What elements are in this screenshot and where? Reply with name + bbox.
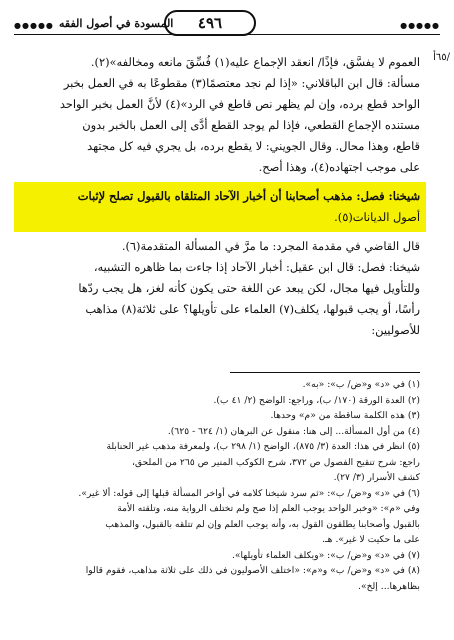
footnote-separator xyxy=(230,372,420,373)
text-line: مسألة: قال ابن الباقلاني: «إذا لم نجد معتصمًا(٣) مقطوعًا به في العمل بخبر xyxy=(63,76,420,90)
highlight-line: أصول الديانات(٥). xyxy=(334,210,420,224)
footnote-line: وفي «م»: «وخبر الواحد يوجب العلم إذا صح ولم تختلف الرواية منه، وتلقته الأمة xyxy=(117,503,420,514)
header-dots-left: ●●●●● xyxy=(14,21,54,30)
footnote-line: بظاهرها... إلخ». xyxy=(358,580,420,592)
page-header xyxy=(14,8,440,42)
footnote-line: (٢) العدة الورقة (١٧٠/ ب)، وراجع: الواضح (٢/ ٤١ ب). xyxy=(213,394,420,406)
footnote-line: (٧) في «د» و«ض/ ب»: «ويكلف العلماء تأويلها». xyxy=(231,549,420,561)
footnote-line: (١) في «د» و«ض/ ب»: «به». xyxy=(302,379,420,390)
header-dots-right: ●●●●● xyxy=(400,21,440,30)
footnote-line: (٥) انظر في هذا: العدة (٣/ ٨٧٥)، الواضح (١/ ٢٩٨ ب)، ولمعرفة مذهب غير الحنابلة xyxy=(106,441,420,452)
footnote-line: (٨) في «د» و«ض/ ب» و«م»: «اختلف الأصوليون في ذلك على ثلاثة مذاهب، فقوم قالوا xyxy=(85,565,420,576)
footnote-line: (٤) من أول المسألة... إلى هنا: منقول عن البرهان (١/ ٦٢٤ - ٦٢٥). xyxy=(167,425,420,437)
footnote-line: راجع: شرح تنقيح الفصول ص ٣٧٢، شرح الكوكب المنير ص ٢٦٥ من الملحق، xyxy=(131,456,420,468)
text-line: العموم لا يفسَّق، فإذًا/ انعقد الإجماع عليه(١) فُسِّقَ مانعه ومخالفه»(٢). xyxy=(90,55,420,69)
main-text xyxy=(20,52,420,341)
footnotes xyxy=(20,377,420,594)
highlighted-passage xyxy=(14,182,426,232)
text-line: قال القاضي في مقدمة المجرد: ما مرَّ في المسألة المتقدمة(٦). xyxy=(121,239,420,253)
header-rule xyxy=(14,34,440,35)
page-number: ٤٩٦ xyxy=(164,10,256,36)
highlight-line: شيخنا: فصل: مذهب أصحابنا أن أخبار الآحاد المتلقاه بالقبول تصلح لإثبات xyxy=(77,189,420,203)
text-line: مستنده الإجماع القطعي، فإذا لم يوجد القطع أدَّى إلى العمل بالخبر بدون xyxy=(82,118,420,132)
text-line: شيخنا: فصل: قال ابن عقيل: أخبار الآحاد إذا جاءت بما ظاهره التشبيه، xyxy=(93,260,420,274)
footnote-line: (٦) في «د» و«ض/ ب»: «ثم سرد شيخنا كلامه في أواخر المسألة قبلها إلى قوله: ألا غير». xyxy=(78,487,420,499)
footnote-line: (٣) هذه الكلمة ساقطة من «م» وحدها. xyxy=(270,410,420,421)
book-title: المسودة في أصول الفقه xyxy=(59,17,174,30)
text-line: قاطع، وهذا محال. وقال الجويني: لا يقطع برده، بل يجري فيه كل مجتهد xyxy=(87,139,420,153)
text-line: على موجب اجتهاده(٤)، وهذا أصح. xyxy=(258,160,420,174)
footnote-line: كشف الأسرار (٣/ ٢٧). xyxy=(333,472,420,483)
footnote-line: بالقبول وأصحابنا يطلقون القول به، وأنه يوجب العلم وإن لم تتلقه بالقبول، والمذهب xyxy=(105,518,420,530)
text-line: رأسًا، أو يجب قبولها، يكلف(٧) العلماء على تأويلها؟ على ثلاثة(٨) مذاهب xyxy=(85,302,420,316)
text-line: الواحد قطع برده، وإن لم يظهر نص قاطع في الرد»(٤) لأنَّ العمل بخبر الواحد xyxy=(59,97,420,111)
text-line: وللتأويل فيها مجال، لكن يبعد عن اللغة حتى يكون كأنه لغز، هل يجب ردّها xyxy=(78,281,420,295)
margin-reference: ٦٥أ/ xyxy=(433,52,450,63)
text-line: للأصوليين: xyxy=(371,323,420,337)
footnote-line: على ما حكيت لا غير». هـ. xyxy=(322,534,420,545)
